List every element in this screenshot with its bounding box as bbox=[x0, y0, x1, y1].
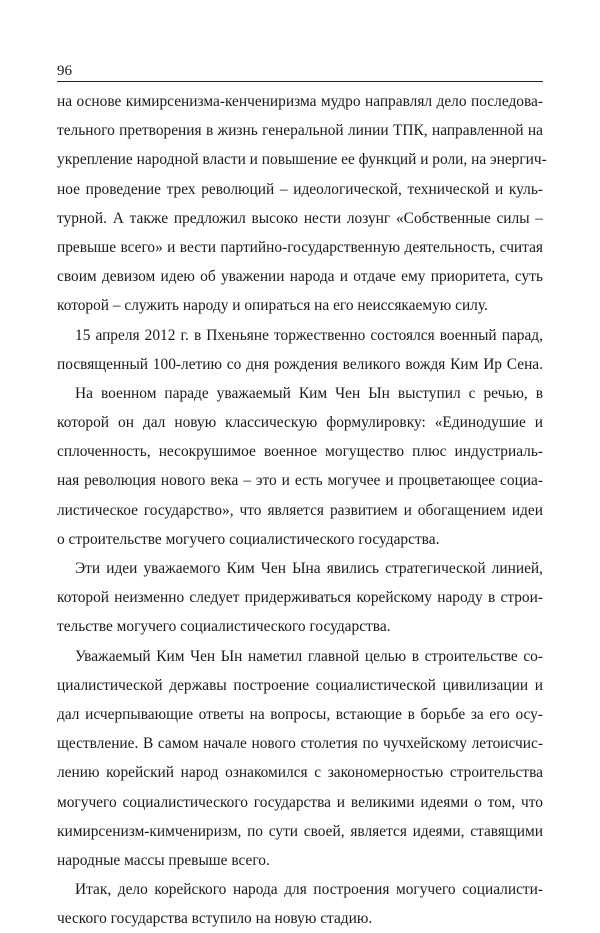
text-line: своим девизом идею об уважении народа и отдаче ему приоритета, суть bbox=[57, 268, 543, 286]
text-line: могучего социалистического государства и великими идеями о том, что bbox=[57, 793, 543, 811]
text-line: тельстве могучего социалистического государства. bbox=[57, 618, 391, 636]
paragraph-3 bbox=[57, 379, 543, 554]
text-line: ное проведение трех революций – идеологической, технической и куль- bbox=[57, 180, 543, 198]
page-body bbox=[57, 87, 547, 933]
text-line: которой он дал новую классическую формулировку: «Единодушие и bbox=[57, 414, 543, 432]
text-line: которой – служить народу и опираться на его неиссякаемую силу. bbox=[57, 297, 488, 315]
text-line: Эти идеи уважаемого Ким Чен Ына явились стратегической линией, bbox=[75, 560, 543, 577]
text-line: сплоченность, несокрушимое военное могущество плюс индустриаль- bbox=[57, 443, 543, 461]
text-line: тельного претворения в жизнь генеральной линии ТПК, направленной на bbox=[57, 122, 543, 140]
text-line: циалистической державы построение социалистической цивилизации и bbox=[57, 676, 543, 694]
text-line: турной. А также предложил высоко нести лозунг «Собственные силы – bbox=[57, 209, 543, 227]
text-line: ческого государства вступило на новую стадию. bbox=[57, 910, 373, 928]
paragraph-2 bbox=[57, 321, 543, 379]
page-number: 96 bbox=[57, 63, 72, 79]
text-line: ществление. В самом начале нового столетия по чучхейскому летоисчис- bbox=[57, 735, 543, 753]
paragraph-1 bbox=[57, 87, 547, 321]
paragraph-4 bbox=[57, 554, 543, 642]
text-line: Итак, дело корейского народа для построения могучего социалисти- bbox=[75, 881, 543, 899]
text-line: 15 апреля 2012 г. в Пхеньяне торжественно состоялся военный парад, bbox=[75, 326, 543, 344]
text-line: посвященный 100-летию со дня рождения великого вождя Ким Ир Сена. bbox=[57, 355, 543, 373]
header-rule bbox=[57, 81, 543, 82]
text-line: кимирсенизм-кимчениризм, по сути своей, является идеями, ставящими bbox=[57, 822, 543, 840]
text-line: ная революция нового века – это и есть могучее и процветающее социа- bbox=[57, 472, 543, 490]
text-line: лению корейский народ ознакомился с закономерностью строительства bbox=[57, 764, 543, 782]
text-line: листическое государство», что является развитием и обогащением идеи bbox=[57, 501, 543, 519]
text-line: На военном параде уважаемый Ким Чен Ын выступил с речью, в bbox=[75, 384, 543, 402]
text-line: которой неизменно следует придерживаться корейскому народу в строи- bbox=[57, 589, 543, 607]
paragraph-6 bbox=[57, 875, 543, 933]
paragraph-5 bbox=[57, 642, 543, 876]
text-line: на основе кимирсенизма-кенчениризма мудро направлял дело последова- bbox=[57, 93, 543, 110]
text-line: превыше всего» и вести партийно-государственную деятельность, считая bbox=[57, 238, 543, 256]
text-line: о строительстве могучего социалистического государства. bbox=[57, 530, 440, 548]
text-line: народные массы превыше всего. bbox=[57, 851, 270, 869]
text-line: укрепление народной власти и повышение ее функций и роли, на энергич- bbox=[57, 151, 547, 169]
text-line: дал исчерпывающие ответы на вопросы, встающие в борьбе за его осу- bbox=[57, 705, 543, 723]
text-line: Уважаемый Ким Чен Ын наметил главной целью в строительстве со- bbox=[75, 647, 543, 665]
